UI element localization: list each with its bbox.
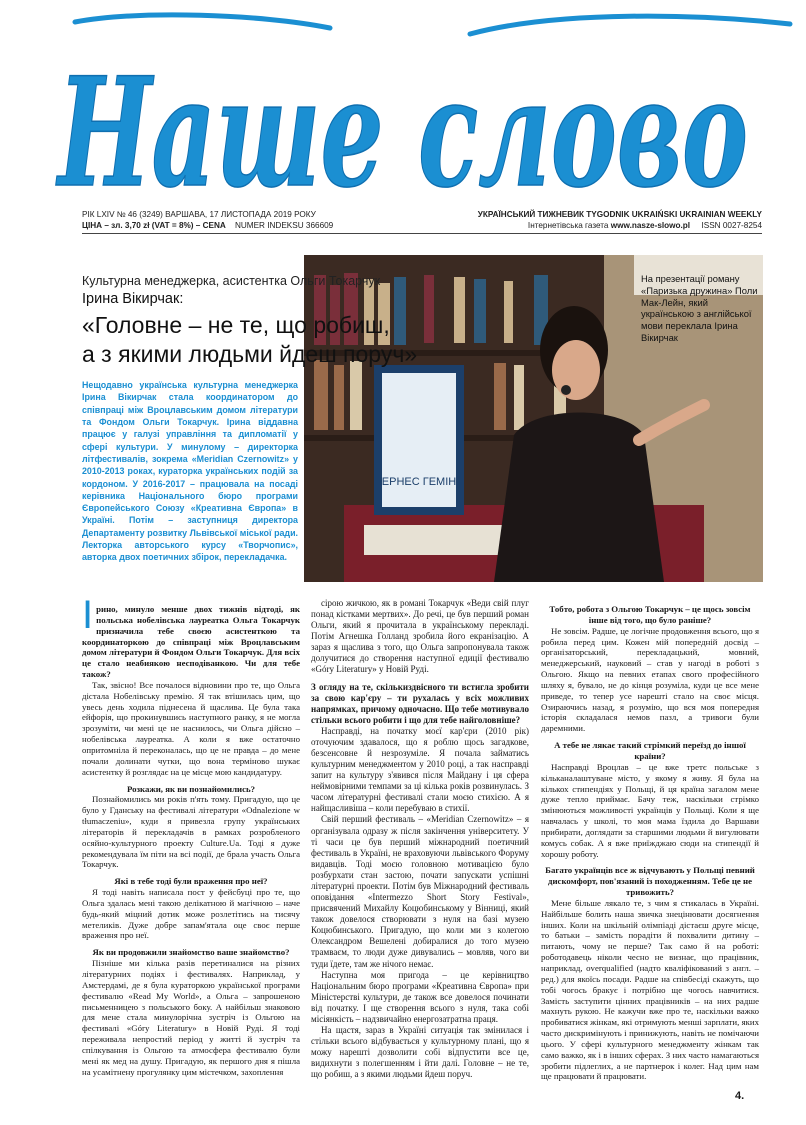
question-paragraph: Як ви продовжили знайомство ваше знайомство? bbox=[92, 947, 290, 958]
answer-paragraph: сірою жичкою, як в романі Токарчук «Веди свій плуг понад кістками мертвих». До речі, це був перший роман Ольги, який я прочитала в українському перекладі. Потім Агнешка Голланд зробила його екранізацію. А зараз я щаслива з того, що Ольга запропонувала також долучитися до створення наступної едиції фестивалю «Góry Literatury» у Новій Руді. bbox=[311, 598, 529, 675]
issue-info-right bbox=[478, 209, 762, 231]
article-lead: Нещодавно українська культурна менеджерка Ірина Вікирчак стала координатором до співпраці між Вроцлавським домом літератури та Фондом Ольги Токарчук. Ірина віддавна працює у галузі управління та дипломатії у сфері культури. У минулому – директорка літфестивалів, зокрема «Meridian Czernowitz» у 2010-2013 роках, кураторка українських подій за кордоном. У 2016-2017 – працювала на посаді керівника Національного бюро програми Європейського Союзу «Креативна Європа» в Україні. Потім – заступниця директора Департаменту розвитку Львівської міської ради. Лекторка авторського курсу «Творчопис», авторка двох поетичних збірок, перекладачка. bbox=[82, 380, 298, 563]
weekly-line: УКРАЇНСЬКИЙ ТИЖНЕВИК TYGODNIK UKRAIŃSKI UKRAINIAN WEEKLY bbox=[477, 210, 762, 219]
website-link[interactable]: www.nasze-slowo.pl bbox=[610, 221, 691, 230]
index-number: NUMER INDEKSU 366609 bbox=[234, 221, 334, 230]
article-headline bbox=[82, 311, 442, 369]
question-paragraph: Тобто, робота з Ольгою Токарчук – це щось зовсім інше від того, що було раніше? bbox=[549, 604, 751, 625]
answer-paragraph: Я тоді навіть написала пост у фейсбуці про те, що Ольга здалась мені такою делікатною й магічною – наче будь-який міцний дотик може розлетітись на тисячу метеликів. Дуже добре запам'ятала оце своє перше враження про неї. bbox=[82, 887, 300, 941]
issue-line: РІК LXIV № 46 (3249) ВАРШАВА, 17 ЛИСТОПАДА 2019 РОКУ bbox=[82, 210, 316, 219]
article-column-1 bbox=[82, 593, 300, 1077]
price: ЦІНА – зл. 3,70 zł (VAT = 8%) – CENA bbox=[82, 221, 226, 230]
question-paragraph: З огляду на те, скількиздвісного ти встигла зробити за свою кар'єру – ти рухалась у всіх можливих напрямках, причому одночасно. Що тебе мотивувало стільки всього робити і що для тебе найголовніше? bbox=[311, 681, 529, 725]
page-number: 4. bbox=[735, 1090, 745, 1102]
issn: ISSN 0027-8254 bbox=[701, 221, 762, 230]
header-rule bbox=[82, 233, 762, 234]
answer-paragraph: На щастя, зараз в Україні ситуація так змінилася і стільки всього відбувається у культурному плані, що я можу нарешті дозволити собі відпустити все це, видихнути з полегшенням і йти далі. Головне – не те, що робиш, а з якими людьми йдеш поруч. bbox=[311, 1024, 529, 1080]
article-person: Ірина Вікирчак: bbox=[82, 291, 184, 307]
answer-paragraph: Так, звісно! Все почалося відновини про те, що Ольга дістала Нобелівську премію. Я так втішилась цим, що увесь день ходила піднесена й щаслива. Це була така ейфорія, що прокинувшись наступного ранку, я не могла зрозуміти, чи мені це не наснилось, чи Ольга дійсно – нобелівська лауреатка. А коли я вже остаточно опритомніла й переконалась, що це не правда – до мене почали долинати чутки, що вона терміново шукає асистентку й розглядає на це місце мою кандидатуру. bbox=[82, 679, 300, 777]
masthead-title: Наше слово bbox=[55, 45, 748, 205]
answer-paragraph: Насправді, на початку моєї кар'єри (2010 рік) оточуючим здавалося, що я роблю щось загадкове, безсенсовне й незрозуміле. Я почала займатись культурним менеджментом у 2010 році, а так насправді запит на культуру з'явився після Майдану і ця сфера неймовірними темпами за ці кілька років розвинулась. З часом літературні фестивалі стали моєю стихією. А я найщасливіша – коли перебуваю в стихії. bbox=[311, 725, 529, 814]
photo-caption: На презентації роману «Паризька дружина» Поли Мак-Лейн, який українською з англійської мови переклала Ірина Вікирчак bbox=[641, 273, 758, 343]
answer-paragraph: Познайомились ми років п'ять тому. Пригадую, що це було у Гданську на фестивалі літератури «Odnalezione w tłumaczeniu», куди я привезла групу українських літераторів й перекладачів в рамках розробленого осяйно-культурного проекту Culture.Ua. Тоді я дуже рекомендувала їм піти на всі події, де брала участь Ольга Токарчук. bbox=[82, 794, 300, 870]
masthead bbox=[0, 0, 806, 205]
article-column-2 bbox=[311, 598, 529, 1080]
question-paragraph: Багато українців все ж відчувають у Польщі певний дискомфорт, пов'язаний із походженням. Тебе це не тривожить? bbox=[545, 865, 755, 898]
drop-cap: І bbox=[82, 593, 94, 637]
issue-info-left bbox=[82, 209, 333, 231]
question-paragraph: Розкажи, як ви познайомились? bbox=[126, 783, 256, 794]
article-column-3 bbox=[541, 598, 759, 1082]
question-paragraph: рино, минуло менше двох тижнів відтоді, як польська нобелівська лауреатка Ольга Токарчук призначила тебе своєю асистенткою та координаторкою до співпраці між Вроцлавським домом літератури й Фондом Ольги Токарчук. Для всіх це стало неабиякою несподіванкою. Чи для тебе також? bbox=[82, 604, 300, 680]
answer-paragraph: Наступна моя пригода – це керівництво Національним бюро програми «Креативна Європа» при Міністерстві культури, де також все довелося починати від початку. І ще створення всього з нуля, така собі місіянкість – надзвичайно енергозатратна праця. bbox=[311, 969, 529, 1024]
price-line bbox=[82, 220, 333, 231]
answer-paragraph: Не зовсім. Радше, це логічне продовження всього, що я робила перед цим. Кожен мій попередній досвід – організаторський, перекладацький, мовний, менеджерський, науковий – став у нагоді в роботі з Ольгою. Якщо на певних етапах свого професійного шляху я, бувало, не до кінця розуміла, куди це все мене приведе, то тепер усе нарешті стало на своє місця. Озираючись назад, я розумію, що вся моя попередня історія складалася немов пазл, а тривоги були даремними. bbox=[541, 625, 759, 734]
answer-paragraph: Насправді Вроцлав – це вже третє польське з кільканалаштуване місто, у якому я живу. Я була на кількох стипендіях у Польщі, й ця країна загалом мене дуже тепло приймає. Бачу теж, наскільки стрімко змінюються можливості українців у Польщі. Коли я ще навчалась у школі, то моя мама їздила до Варшави прибирати, доглядати за старшими людьми й вигулювати комусь собак. А я вже приїжджаю сюди на стипендії й хорошу роботу. bbox=[541, 761, 759, 859]
headline-line-2: а з якими людьми йдеш поруч» bbox=[82, 341, 418, 367]
headline-line-1: «Головне – не те, що робиш, bbox=[82, 312, 390, 338]
answer-paragraph: Мене більше лякало те, з чим я стикалась в Україні. Найбільше болить наша звичка знецінювати досягнення інших. Коли на шкільній олімпіаді дістаєш друге місце, то батьки – замість порадіти й похвалити дитину – питають, чому не перше? Так само й на роботі: роботодавець ніколи чесно не визнає, що працівник, наприклад, overqualified (надто кваліфікований з англ. – ред.) для якоїсь посади. Радше на співбесіді скажуть, що тобі чогось бракує і потрібно ще чогось навчитися. Замість заступити цінних працівників – на них радше махнуть рукою. Не кажучи вже про те, наскільки важко пробиватися жінкам, які отримують менші зарплати, яких часто дискримінують і принижують, навіть не помічаючи цього. У сфері культурного менеджменту жінкам так само важко, як і в інших сферах. З них часто намагаються зробити підлеглих, а не партнерок і колег. Над цим нам ще працювати й працювати. bbox=[541, 897, 759, 1082]
answer-paragraph: Свій перший фестиваль – «Meridian Czernowitz» – я організувала одразу ж після закінчення університету. У ті часи це був перший міжнародний поетичний фестиваль в Україні, не враховуючи львівського Форуму видавців. Тоді моєю головною мотивацією було розбурхати стан застою, почати запускати успішні літературні проекти. Потім був Міжнародний фестиваль оповідання «Intermezzo Short Story Festival», присвячений Михайлу Коцюбинському у Вінниці, який також довелося створювати з нуля на базі музею Коцюбинського. Пригадую, що коли ми з колегою Олександром Вешелені добиралися до того музею трамваєм, то люди дуже дивувались – мовляв, чого ви туди їдете, там же нічого немає. bbox=[311, 814, 529, 969]
question-paragraph: А тебе не лякає такий стрімкий переїзд до іншої країни? bbox=[554, 740, 746, 761]
masthead-logo bbox=[0, 0, 806, 205]
web-line: Інтернетівська газета www.nasze-slowo.pl ISSN 0027-8254 bbox=[527, 221, 762, 230]
article-subhead: Культурна менеджерка, асистентка Ольги Токарчук bbox=[82, 274, 381, 288]
book-title: ЕРНЕС ГЕМІН bbox=[381, 476, 457, 488]
question-paragraph: Які в тебе тоді були враження про неї? bbox=[114, 876, 268, 887]
answer-paragraph: Пізніше ми кілька разів перетиналися на різних літературних подіях і фестивалях. Наприклад, у Амстердамі, де я була кураторкою української програми фестивалю «Read My World», а Ольга – запрошеною письменницею з польського боку. А найбільш знаковою для мене стала минулорічна зустріч із Ольгою на фестивалі «Góry Literatury» в Новій Руді. Я тоді переживала непростий період у житті й зустріч та спілкування із Ольгою та атмосфера фестивалю були мені як мед на душу. Пригадую, як першого дня я пішла на усамітнену прогулянку цим містечком, захоплення bbox=[82, 958, 300, 1077]
